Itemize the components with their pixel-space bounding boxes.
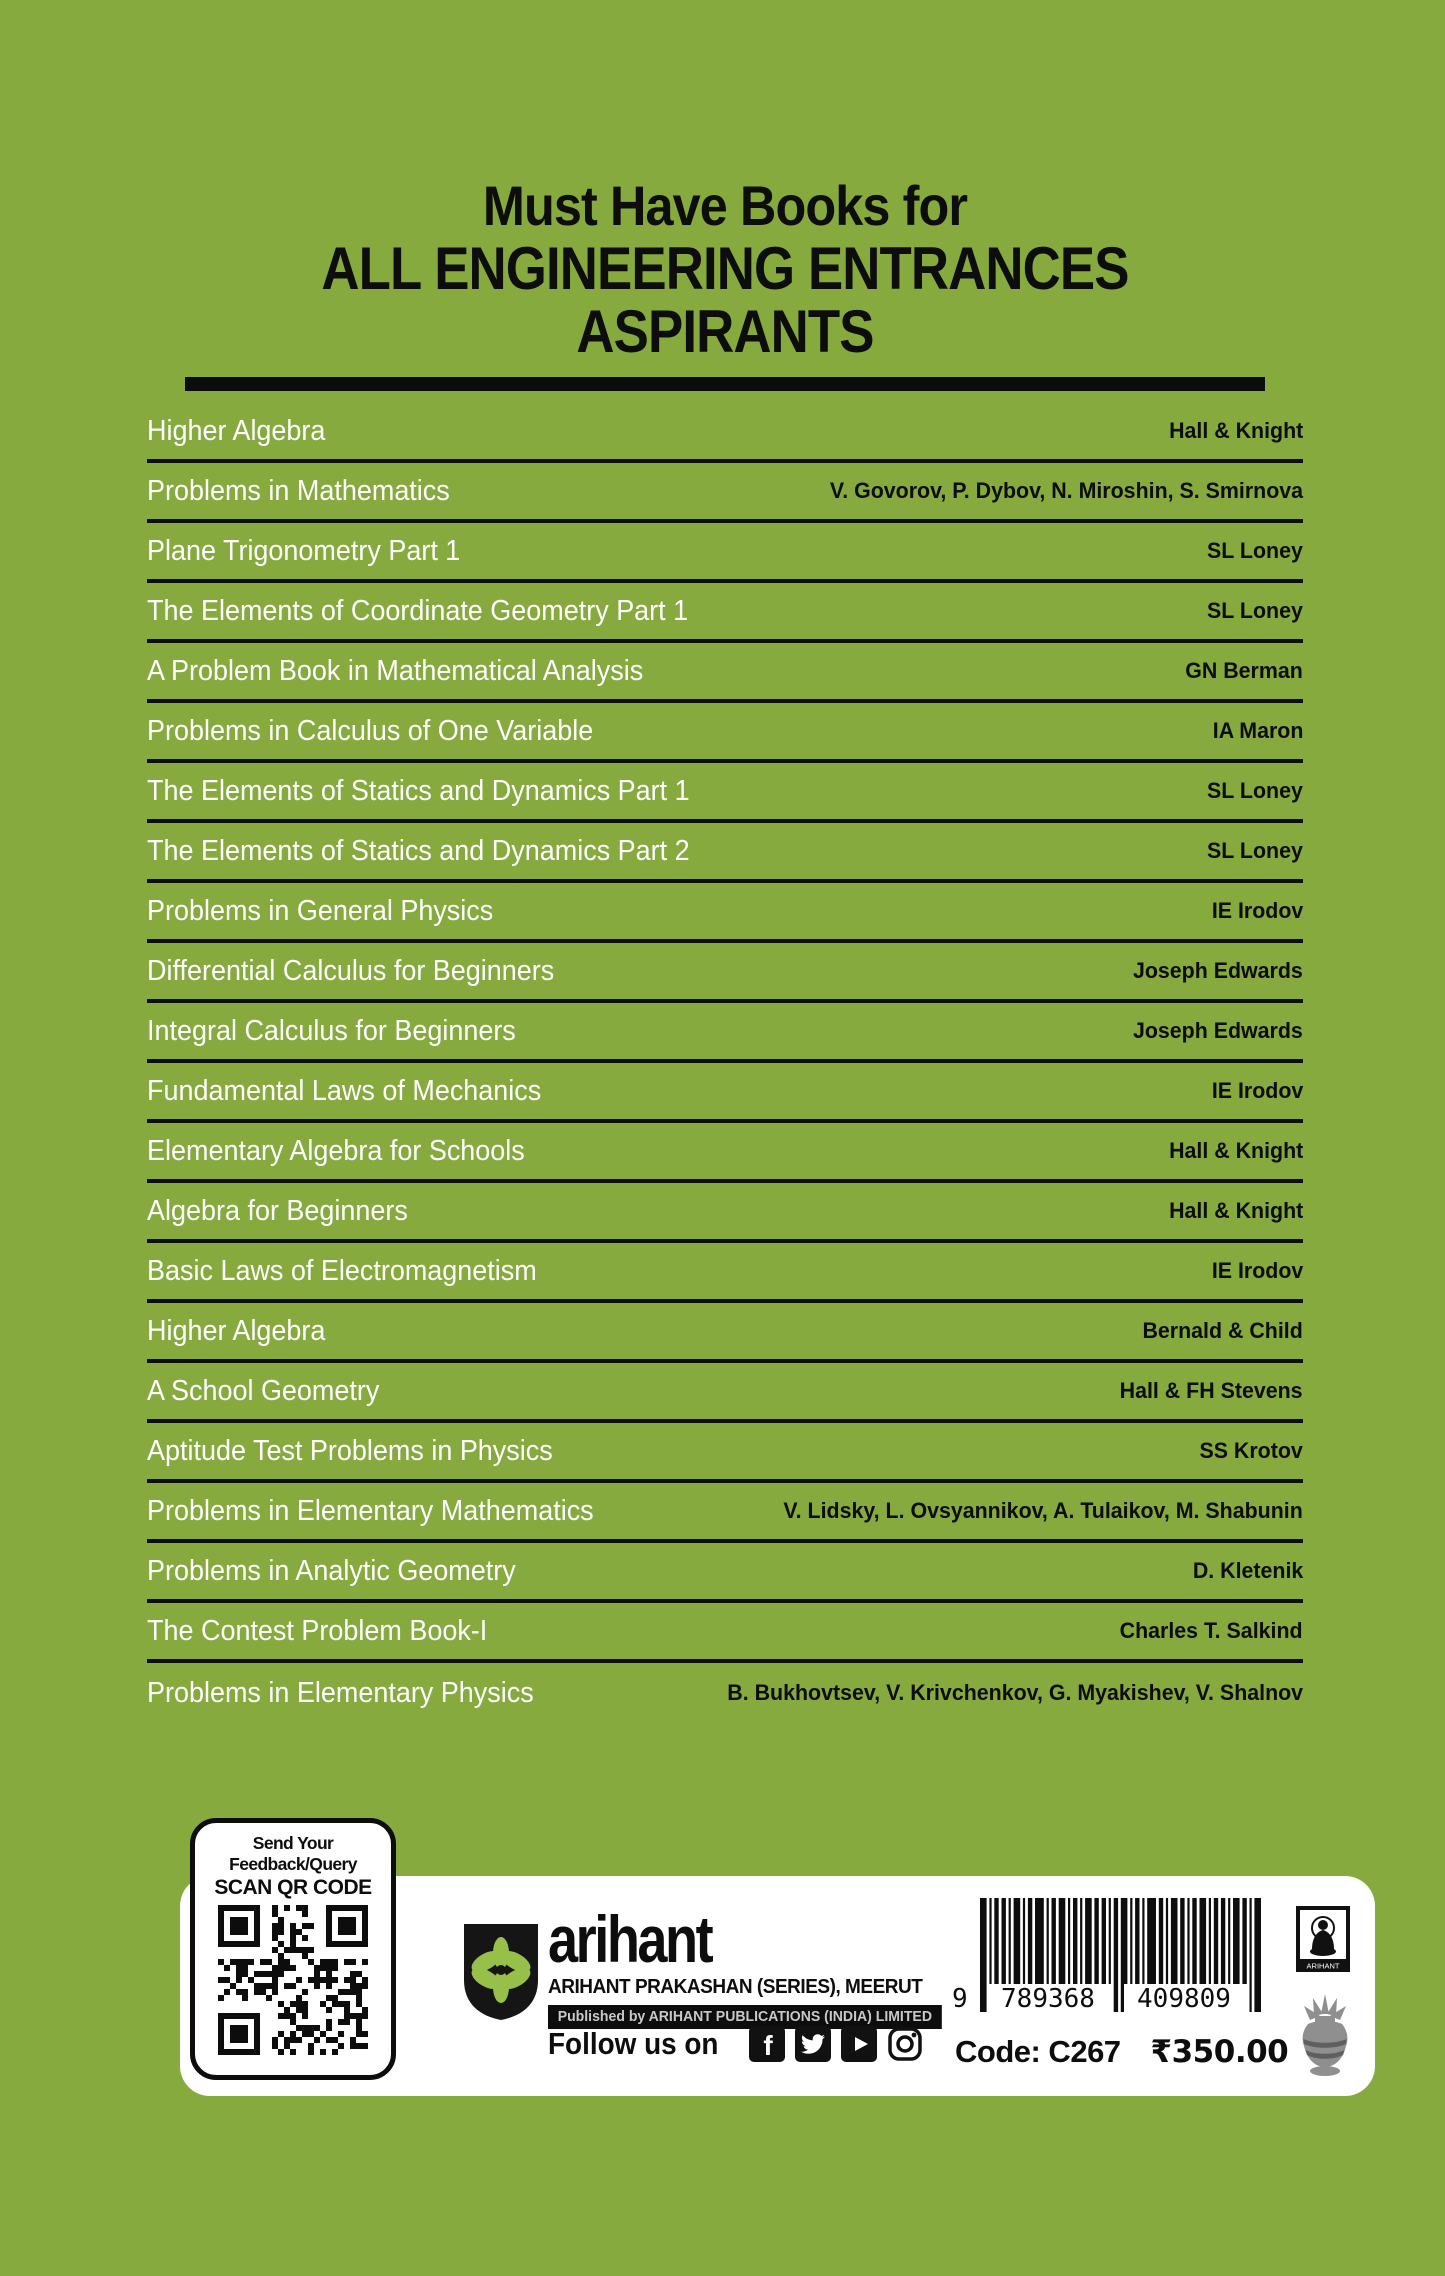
book-code: Code: C267 (955, 2034, 1121, 2069)
book-title: Integral Calculus for Beginners (147, 1014, 516, 1047)
book-author: Hall & Knight (1168, 1198, 1303, 1223)
book-title: Fundamental Laws of Mechanics (147, 1074, 542, 1107)
book-title: Problems in Elementary Physics (147, 1676, 534, 1709)
book-row (147, 1303, 1303, 1363)
book-author: Hall & Knight (1168, 418, 1303, 443)
book-row (147, 1543, 1303, 1603)
book-author: Joseph Edwards (1133, 1018, 1303, 1043)
book-author: SL Loney (1207, 598, 1303, 623)
barcode-digit-group1: 789368 (988, 1984, 1108, 2014)
youtube-icon (841, 2026, 877, 2062)
book-title: Problems in Elementary Mathematics (147, 1494, 594, 1527)
follow-us-label: Follow us on (548, 2026, 719, 2061)
title-line-2: ALL ENGINEERING ENTRANCES ASPIRANTS (321, 235, 1129, 366)
book-author: SL Loney (1207, 538, 1303, 563)
svg-text:f: f (763, 2030, 774, 2061)
book-author: Joseph Edwards (1133, 958, 1303, 983)
feedback-line: Send Your Feedback/Query (229, 1833, 357, 1874)
book-title: Problems in General Physics (147, 894, 494, 927)
barcode (952, 1898, 1292, 2028)
book-row (147, 883, 1303, 943)
book-author: V. Govorov, P. Dybov, N. Miroshin, S. Smirnova (829, 478, 1303, 503)
book-row (147, 403, 1303, 463)
book-row (147, 523, 1303, 583)
book-author: D. Kletenik (1192, 1558, 1303, 1583)
book-row (147, 703, 1303, 763)
book-author: Hall & FH Stevens (1120, 1378, 1303, 1403)
book-row (147, 1183, 1303, 1243)
book-title: Problems in Analytic Geometry (147, 1554, 516, 1587)
title-line-1: Must Have Books for (482, 174, 968, 237)
book-list (147, 403, 1303, 1723)
book-row (147, 1003, 1303, 1063)
book-row (147, 943, 1303, 1003)
feedback-qr-box (190, 1818, 396, 2080)
book-author: SS Krotov (1199, 1438, 1303, 1463)
book-title: Plane Trigonometry Part 1 (147, 534, 461, 567)
book-row (147, 1063, 1303, 1123)
price: ₹350.00 (1150, 2034, 1289, 2070)
code-price-row (955, 2034, 1288, 2070)
book-row (147, 1243, 1303, 1303)
book-author: B. Bukhovtsev, V. Krivchenkov, G. Myakishev, V. Shalnov (727, 1680, 1303, 1705)
book-author: Bernald & Child (1142, 1318, 1303, 1343)
book-row (147, 583, 1303, 643)
book-row (147, 1423, 1303, 1483)
book-title: Higher Algebra (147, 1314, 326, 1347)
book-title: The Contest Problem Book-I (147, 1614, 488, 1647)
title-underline (185, 377, 1265, 391)
follow-us-row (548, 2026, 923, 2062)
arihant-shield-icon (462, 1922, 540, 2022)
book-title: The Elements of Statics and Dynamics Part 1 (147, 774, 690, 807)
book-author: Charles T. Salkind (1120, 1618, 1303, 1643)
book-row (147, 463, 1303, 523)
book-author: IE Irodov (1211, 898, 1303, 923)
book-title: Aptitude Test Problems in Physics (147, 1434, 553, 1467)
brand-text-block (548, 1902, 954, 2029)
kalash-icon (1296, 1992, 1354, 2080)
book-author: SL Loney (1207, 778, 1303, 803)
book-row (147, 643, 1303, 703)
book-author: IA Maron (1212, 718, 1303, 743)
book-title: Elementary Algebra for Schools (147, 1134, 525, 1167)
book-row (147, 1663, 1303, 1723)
page-header (145, 176, 1305, 391)
twitter-icon (795, 2026, 831, 2062)
emblem-label: ARIHANT (1306, 1961, 1340, 1971)
book-title: Differential Calculus for Beginners (147, 954, 555, 987)
book-title: A Problem Book in Mathematical Analysis (147, 654, 644, 687)
book-author: V. Lidsky, L. Ovsyannikov, A. Tulaikov, M. Shabunin (783, 1498, 1303, 1523)
imprint-line: ARIHANT PRAKASHAN (SERIES), MEERUT (548, 1976, 923, 1998)
barcode-digit-group2: 409809 (1124, 1984, 1244, 2014)
book-title: The Elements of Statics and Dynamics Part 2 (147, 834, 690, 867)
book-author: SL Loney (1207, 838, 1303, 863)
book-title: Basic Laws of Electromagnetism (147, 1254, 537, 1287)
book-author: GN Berman (1185, 658, 1303, 683)
book-title: Problems in Calculus of One Variable (147, 714, 594, 747)
arihant-wordmark: arihant (548, 1902, 712, 1976)
book-row (147, 1483, 1303, 1543)
book-row (147, 1603, 1303, 1663)
book-title: A School Geometry (147, 1374, 380, 1407)
jain-emblem-icon (1296, 1906, 1350, 1984)
instagram-icon (887, 2026, 923, 2062)
book-author: IE Irodov (1211, 1078, 1303, 1103)
book-row (147, 823, 1303, 883)
book-title: Algebra for Beginners (147, 1194, 408, 1227)
book-row (147, 763, 1303, 823)
scan-qr-label: SCAN QR CODE (214, 1876, 372, 1899)
qr-code (218, 1905, 368, 2055)
book-title: Problems in Mathematics (147, 474, 450, 507)
book-title: Higher Algebra (147, 414, 326, 447)
barcode-digit-lead: 9 (952, 1984, 968, 2014)
book-author: Hall & Knight (1168, 1138, 1303, 1163)
published-by-line: Published by ARIHANT PUBLICATIONS (INDIA) LIMITED (548, 2005, 942, 2029)
book-author: IE Irodov (1211, 1258, 1303, 1283)
book-row (147, 1123, 1303, 1183)
book-title: The Elements of Coordinate Geometry Part 1 (147, 594, 689, 627)
facebook-icon (749, 2026, 785, 2062)
book-row (147, 1363, 1303, 1423)
